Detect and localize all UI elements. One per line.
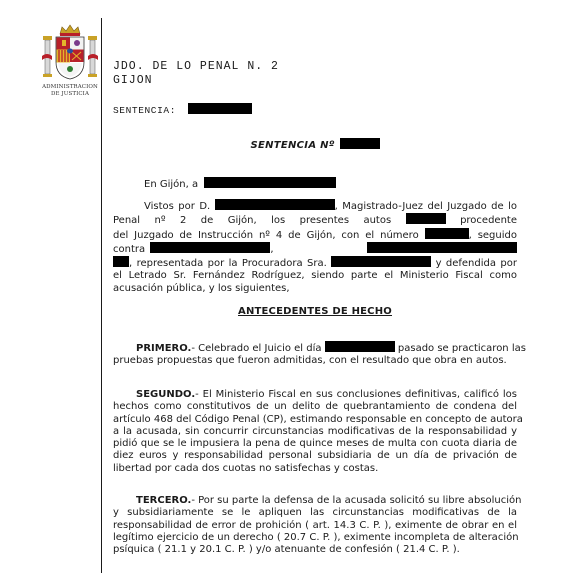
admin-line-2: DE JUSTICIA — [50, 91, 90, 97]
paragraph-line: del Juzgado de Instrucción nº 4 de Gijón, con el número , seguido — [113, 229, 517, 241]
paragraph-line: SEGUNDO.- El Ministerio Fiscal en sus conclusiones definitivas, calificó los — [113, 389, 517, 401]
antecedentes-heading: ANTECEDENTES DE HECHO — [238, 306, 392, 317]
court-name: JDO. DE LO PENAL N. 2 — [113, 60, 279, 73]
spanish-coat-of-arms-icon — [40, 22, 100, 82]
redaction-block — [113, 256, 129, 267]
paragraph-line: y subsidiariamente se le apliquen las circunstancias modificativas de la — [113, 507, 517, 519]
segundo-paragraph — [113, 389, 523, 475]
redaction-block — [150, 242, 270, 253]
sentencia-reference — [113, 103, 252, 116]
administracion-de-justicia-caption — [36, 84, 104, 98]
date-line — [113, 177, 517, 191]
paragraph-line: PRIMERO.- Celebrado el Juicio el día pasado se practicaron las — [113, 341, 517, 355]
paragraph-line: responsabilidad de error de prohición ( art. 14.3 C. P. ), eximente de obrar en el — [113, 519, 517, 531]
title-text: SENTENCIA Nº — [250, 140, 335, 151]
paragraph-line: acusación pública, y los siguientes, — [113, 282, 290, 294]
paragraph-line: pidió que se le impusiera la pena de quince meses de multa con cuota diaria de — [113, 438, 517, 450]
redaction-block — [425, 228, 469, 239]
redaction-block — [367, 242, 517, 253]
redaction-block — [204, 177, 336, 188]
tercero-paragraph — [113, 495, 522, 556]
document-title — [113, 138, 517, 151]
section-label: PRIMERO. — [136, 343, 192, 354]
primero-paragraph — [113, 341, 526, 368]
margin-rule — [101, 18, 102, 573]
section-label: TERCERO. — [136, 495, 192, 506]
redaction-block — [331, 256, 431, 267]
redaction-block — [406, 213, 446, 224]
redaction-block — [215, 199, 335, 210]
paragraph-line: libertad por cada dos cuotas no satisfechas y costas. — [113, 462, 379, 474]
paragraph-line: TERCERO.- Por su parte la defensa de la acusada solicitó su libre absolución — [113, 495, 517, 507]
paragraph-line: a la acusada, sin concurrir circunstancias modificativas de la responsabilidad y — [113, 425, 517, 437]
paragraph-line: psíquica ( 21.1 y 20.1 C. P. ) y/o atenuante de confesión ( 21.4 C. P. ). — [113, 544, 460, 556]
paragraph-line: hechos como constitutivos de un delito de quebrantamiento de condena del — [113, 401, 517, 413]
redaction-block — [340, 138, 380, 149]
paragraph-line: , representada por la Procuradora Sra. y defendida por — [113, 256, 517, 270]
paragraph-line: Vistos por D. , Magistrado-Juez del Juzgado de lo — [144, 201, 518, 212]
section-label: SEGUNDO. — [136, 389, 196, 400]
paragraph-line: artículo 468 del Código Penal (CP), estimando responsable en concepto de autora — [113, 413, 523, 425]
paragraph-line: contra , — [113, 242, 517, 256]
date-prefix: En Gijón, a — [144, 179, 199, 190]
vistos-paragraph — [113, 199, 517, 295]
paragraph-line: diez euros y responsabilidad personal subsidiaria de un día de privación de — [113, 450, 517, 462]
sentencia-label: SENTENCIA: — [113, 105, 177, 116]
redaction-block — [325, 341, 395, 352]
court-city: GIJON — [113, 74, 153, 87]
paragraph-line: pruebas propuestas que fueron admitidas, con el resultado que obra en autos. — [113, 355, 507, 367]
paragraph-line: el Letrado Sr. Fernández Rodríguez, siendo parte el Ministerio Fiscal como — [113, 270, 517, 282]
admin-line-1: ADMINISTRACION — [42, 84, 98, 90]
paragraph-line: Penal nº 2 de Gijón, los presentes autos procedente — [113, 215, 517, 227]
redaction-block — [188, 103, 252, 114]
paragraph-line: legítimo ejercicio de un derecho ( 20.7 C. P. ), eximente incompleta de alteración — [113, 531, 519, 543]
